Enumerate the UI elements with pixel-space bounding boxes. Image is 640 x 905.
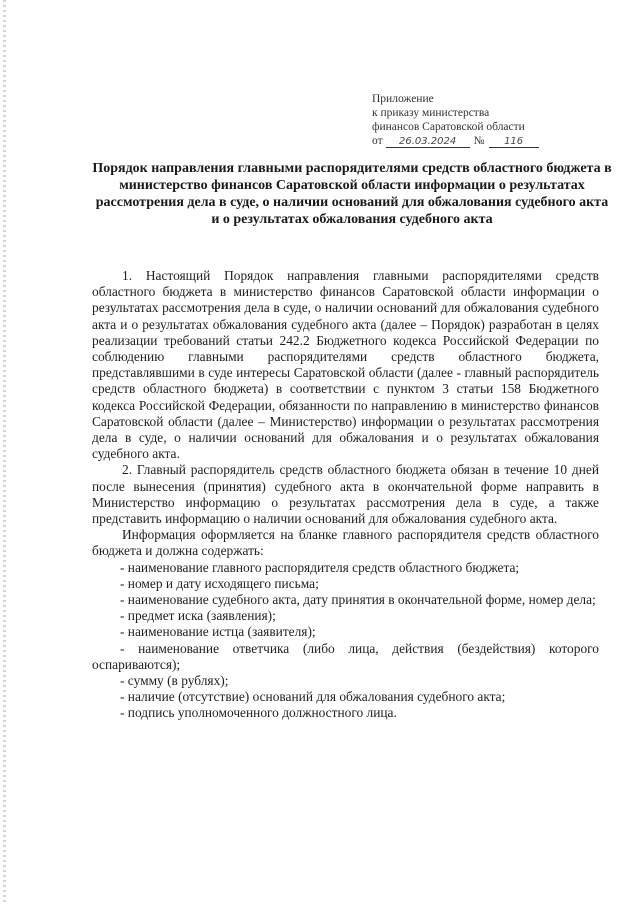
paragraph-3: Информация оформляется на бланке главного распорядителя средств областного бюджета и должна содержать: — [92, 527, 599, 559]
list-item: - сумму (в рублях); — [120, 673, 229, 689]
list-item: - номер и дату исходящего письма; — [120, 575, 319, 591]
annex-line: к приказу министерства — [372, 107, 490, 119]
document-title: Порядок направления главными распорядителями средств областного бюджета в министерство финансов Саратовской области информации о результатах рассмотрения дела в суде, о наличии оснований для обжалования судебного акта и о результатах обжалования судебного акта — [92, 161, 612, 227]
handwritten-number: 116 — [489, 136, 539, 148]
paragraph-1: 1. Настоящий Порядок направления главными распорядителями средств областного бюджета в министерство финансов Саратовской области информации о результатах рассмотрения дела в суде, о наличии оснований для обжалования судебного акта и о результатах обжалования судебного акта (далее – Порядок) разработан в целях реализации требований статьи 242.2 Бюджетного кодекса Российской Федерации по соблюдению главными распорядителями средств областного бюджета, представлявшими в суде интересы Саратовской области (далее - главный распорядитель средств областного бюджета) в соответствии с пунктом 3 статьи 158 Бюджетного кодекса Российской Федерации, обязанности по направлению в министерство финансов Саратовской области (далее – Министерство) информации о результатах рассмотрения дела в суде, о наличии оснований для обжалования и о результатах обжалования судебного акта. — [92, 268, 599, 462]
annex-block — [372, 92, 572, 148]
annex-line: Приложение — [372, 93, 434, 105]
annex-line: финансов Саратовской области — [372, 121, 525, 133]
handwritten-date: 26.03.2024 — [386, 136, 470, 148]
list-item: - наименование истца (заявителя); — [120, 624, 316, 640]
list-item: - наименование ответчика (либо лица, действия (бездействия) которого оспариваются); — [92, 640, 599, 672]
paragraph-2: 2. Главный распорядитель средств областного бюджета обязан в течение 10 дней после вынесения (принятия) судебного акта в окончательной форме направить в Министерство информацию о результатах рассмотрения дела в суде, а также представить информацию о наличии оснований для обжалования судебного акта. — [92, 462, 599, 527]
number-label: № — [473, 135, 485, 147]
from-label: от — [372, 135, 383, 147]
list-item: - наименование судебного акта, дату принятия в окончательной форме, номер дела; — [120, 592, 596, 608]
document-body — [92, 268, 599, 722]
annex-date-line — [372, 134, 572, 148]
list-item: - подпись уполномоченного должностного лица. — [120, 705, 397, 721]
list-item: - наличие (отсутствие) оснований для обжалования судебного акта; — [120, 689, 506, 705]
scan-edge-artifact — [3, 0, 6, 905]
list-item: - предмет иска (заявления); — [120, 608, 276, 624]
list-item: - наименование главного распорядителя средств областного бюджета; — [120, 559, 520, 575]
